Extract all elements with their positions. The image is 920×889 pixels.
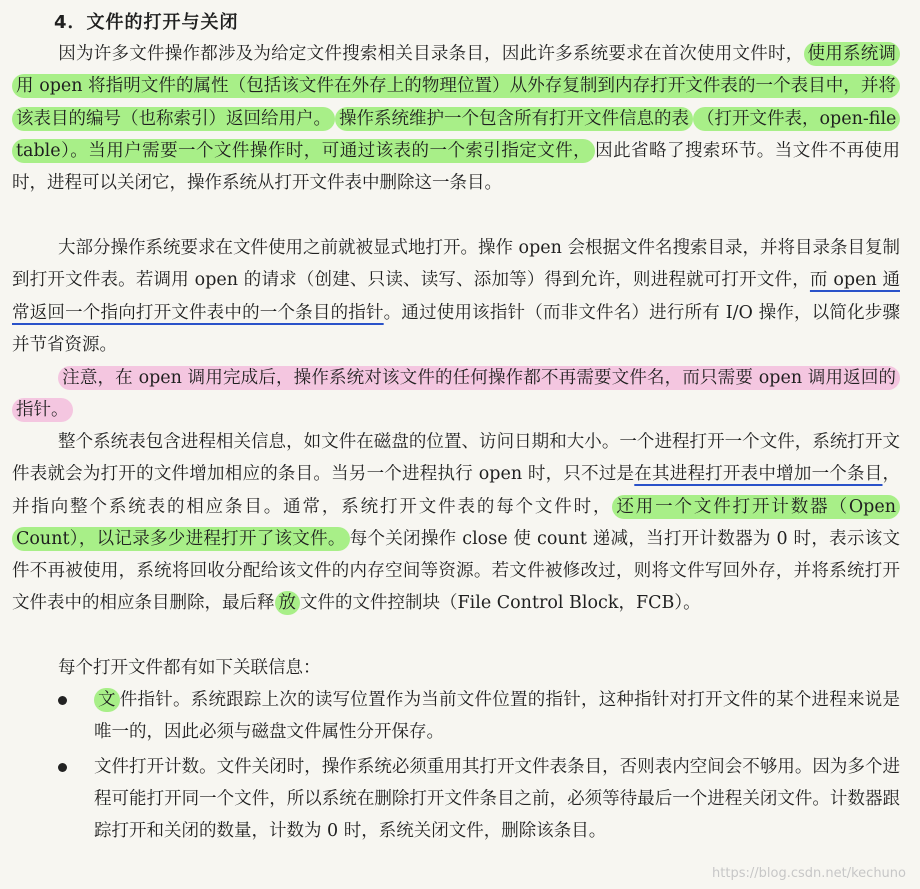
p4-underline-b: 在其进程打开表中增加一个条目: [634, 464, 883, 485]
bullet-dot-icon: [58, 696, 67, 705]
section-heading: 4．文件的打开与关闭: [54, 12, 239, 33]
p1-text-e: 因此省略了搜索环节。当文件不再使用时，进程可以关闭它，操作系统从打开文件表中删除这一条目。: [12, 140, 901, 194]
p4-text-a: 整个系统表包含进程相关信息，如文件在磁盘的位置、访问日期和大小。一个进程打开一个文件，系统打开文件表就会为打开的文件增加相应的条目。当另一个进程执行 open 时，只不过是: [12, 432, 900, 485]
p1-highlight-b: 使用系统调用 open 将指明文件的属性（包括该文件在外存上的物理位置）从外存复制到内存打开文件表的一个表目中，并将该表目的编号（也称索引）返回给用户。: [12, 42, 900, 131]
watermark: https://blog.csdn.net/kechuno: [712, 866, 906, 881]
bullet-2-text: 文件打开计数。文件关闭时，操作系统必须重用其打开文件表条目，否则表内空间会不够用。因为多个进程可能打开同一个文件，所以系统在删除打开文件条目之前，必须等待最后一个进程关闭文件。计数器跟踪打开和关闭的数量，计数为 0 时，系统关闭文件，删除该条目。: [94, 756, 900, 842]
p4-text-e: 每个关闭操作 close 使 count 递减，当打开计数器为 0 时，表示该文件不再被使用，系统将回收分配给该文件的内存空间等资源。若文件被修改过，则将文件写回外存，并将系统打开文件表中的相应条目删除，最后释: [12, 528, 900, 614]
p1-text-a: 因为许多文件操作都涉及为给定文件搜索相关目录条目，因此许多系统要求在首次使用文件时，: [58, 44, 804, 64]
p2-text-a: 大部分操作系统要求在文件使用之前就被显式地打开。操作 open 会根据文件名搜索目录，并将目录条目复制到打开文件表。若调用 open 的请求（创建、只读、读写、添加等）得到允许，则进程就可打开文件，: [12, 238, 900, 291]
list-item: [50, 751, 900, 848]
p1-highlight-d: （打开文件表，open-file table）。当用户需要一个文件操作时，可通过该表的一个索引指定文件，: [12, 107, 900, 163]
p1-highlight-c: 操作系统维护一个包含所有打开文件信息的表: [335, 107, 693, 131]
paragraph-5: [12, 652, 900, 684]
p4-text-c: ，并指向整个系统表的相应条目。通常，系统打开文件表的每个文件时，: [12, 464, 900, 517]
bullet-list: [50, 684, 900, 849]
p2-underline-b: 而 open 通常返回一个指向打开文件表中的一个条目的指针: [12, 270, 900, 323]
paragraph-4: [12, 426, 900, 620]
p4-highlight-d: 还用一个文件打开计数器（Open Count），以记录多少进程打开了该文件。: [12, 495, 900, 551]
p4-text-g: 文件的文件控制块（File Control Block，FCB）。: [300, 593, 701, 614]
bullet-1-highlight: 文: [94, 688, 120, 712]
bullet-dot-icon: [58, 763, 67, 772]
p5-text: 每个打开文件都有如下关联信息：: [58, 658, 321, 678]
paragraph-2: [12, 232, 900, 361]
bullet-1-text: 件指针。系统跟踪上次的读写位置作为当前文件位置的指针，这种指针对打开文件的某个进程来说是唯一的，因此必须与磁盘文件属性分开保存。: [94, 690, 901, 743]
p3-highlight: 注意，在 open 调用完成后，操作系统对该文件的任何操作都不再需要文件名，而只需要 open 调用返回的指针。: [12, 366, 900, 422]
paragraph-1: [12, 38, 900, 199]
p2-text-c: 。通过使用该指针（而非文件名）进行所有 I/O 操作，以简化步骤并节省资源。: [12, 302, 901, 355]
p4-highlight-f: 放: [275, 591, 301, 615]
paragraph-3: [12, 362, 900, 427]
list-item: [50, 684, 900, 749]
